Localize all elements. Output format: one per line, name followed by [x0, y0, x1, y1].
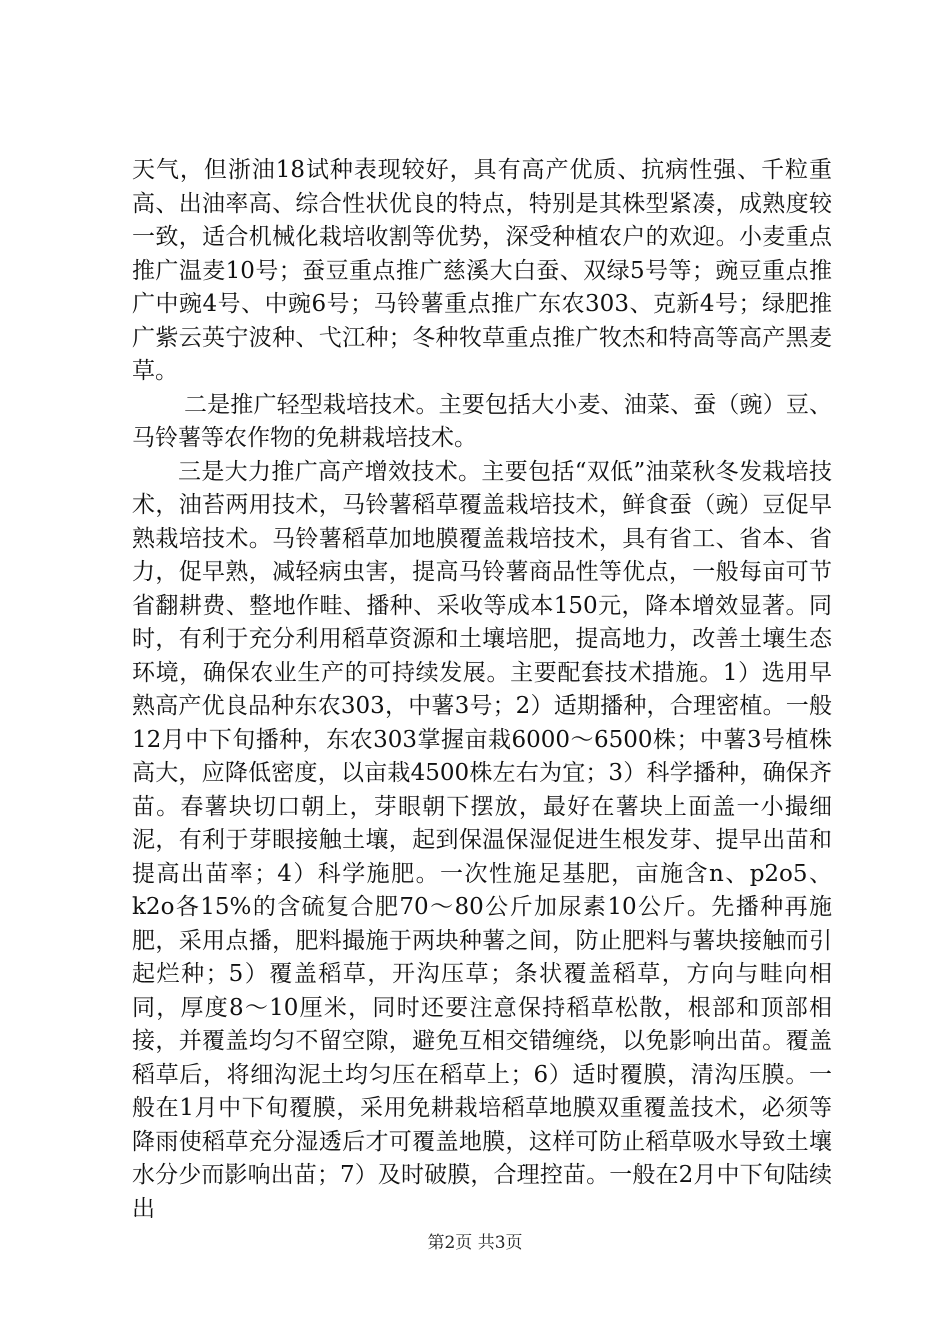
paragraph-light-cultivation: 二是推广轻型栽培技术。主要包括大小麦、油菜、蚕（豌）豆、马铃薯等农作物的免耕栽培技术。: [132, 391, 832, 451]
page-number-footer: 第2页 共3页: [427, 1233, 523, 1253]
paragraph-high-yield-techniques: 三是大力推广高产增效技术。主要包括“双低”油菜秋冬发栽培技术，油苔两用技术，马铃薯稻草覆盖栽培技术，鲜食蚕（豌）豆促早熟栽培技术。马铃薯稻草加地膜覆盖栽培技术，具有省工、省本、省力，促早熟，减轻病虫害，提高马铃薯商品性等优点，一般每亩可节省翻耕费、整地作畦、播种、采收等成本150元，降本增效显著。同时，有利于充分利用稻草资源和土壤培肥，提高地力，改善土壤生态环境，确保农业生产的可持续发展。主要配套技术措施。1）选用早熟高产优良品种东农303，中薯3号；2）适期播种，合理密植。一般12月中下旬播种，东农303掌握亩栽6000～6500株；中薯3号植株高大，应降低密度，以亩栽4500株左右为宜；3）科学播种，确保齐苗。春薯块切口朝上，芽眼朝下摆放，最好在薯块上面盖一小撮细泥，有利于芽眼接触土壤，起到保温保湿促进生根发芽、提早出苗和提高出苗率；4）科学施肥。一次性施足基肥，亩施含n、p2o5、k2o各15%的含硫复合肥70～80公斤加尿素10公斤。先播种再施肥，采用点播，肥料撮施于两块种薯之间，防止肥料与薯块接触而引起烂种；5）覆盖稻草，开沟压草；条状覆盖稻草，方向与畦向相同，厚度8～10厘米，同时还要注意保持稻草松散，根部和顶部相接，并覆盖均匀不留空隙，避免互相交错缠绕，以免影响出苗。覆盖稻草后，将细沟泥土均匀压在稻草上；6）适时覆膜，清沟压膜。一般在1月中下旬覆膜，采用免耕栽培稻草地膜双重覆盖技术，必须等降雨使稻草充分湿透后才可覆盖地膜，这样可防止稻草吸水导致土壤水分少而影响出苗；7）及时破膜，合理控苗。一般在2月中下旬陆续出: [132, 458, 832, 1222]
document-body: [132, 154, 832, 1226]
paragraph-continuation: 天气，但浙油18试种表现较好，具有高产优质、抗病性强、千粒重高、出油率高、综合性状优良的特点，特别是其株型紧凑，成熟度较一致，适合机械化栽培收割等优势，深受种植农户的欢迎。小麦重点推广温麦10号；蚕豆重点推广慈溪大白蚕、双绿5号等；豌豆重点推广中豌4号、中豌6号；马铃薯重点推广东农303、克新4号；绿肥推广紫云英宁波种、弋江种；冬种牧草重点推广牧杰和特高等高产黑麦草。: [132, 157, 832, 384]
